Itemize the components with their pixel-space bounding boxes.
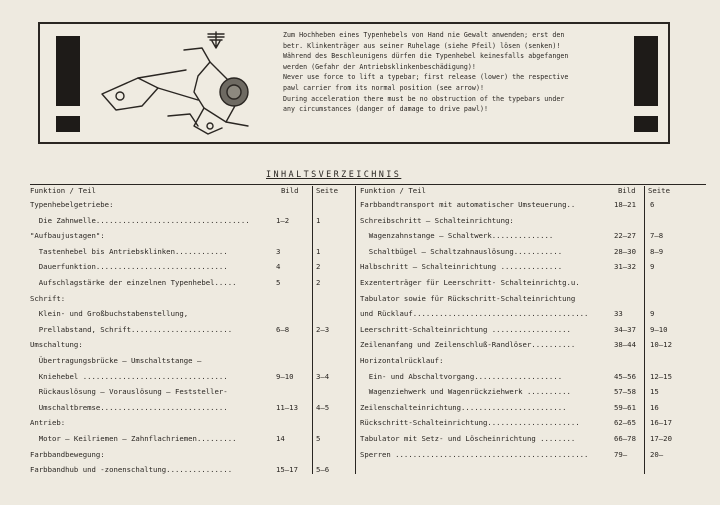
column-divider <box>355 186 356 474</box>
toc-header <box>360 184 706 197</box>
toc-entry-bild: 66–78 <box>614 434 636 443</box>
toc-entry-topic: Farbbandbewegung: <box>30 449 105 459</box>
exclamation-mark-icon <box>634 36 658 132</box>
toc-entry-bild: 31–32 <box>614 262 636 272</box>
toc-entry-bild: 33 <box>614 309 623 319</box>
toc-entry-topic: Sperren ............................................ <box>360 449 589 459</box>
toc-entry <box>360 354 706 367</box>
toc-entry-topic: Umschaltbremse............................. <box>30 402 228 412</box>
toc-entry-bild: 28–30 <box>614 246 636 256</box>
toc-entry-bild: 11–13 <box>276 402 298 412</box>
toc-entry-topic: Tabulator sowie für Rückschritt-Schalteinrichtung <box>360 293 576 303</box>
toc-entry-topic: Wagenzahnstange – Schaltwerk.............. <box>360 231 554 241</box>
toc-entry <box>30 385 346 398</box>
toc-entry-bild: 4 <box>276 262 281 272</box>
toc-entry-topic: Leerschritt-Schalteinrichtung .................. <box>360 324 571 334</box>
toc-entry <box>360 307 706 320</box>
toc-entry-seite: 5–6 <box>316 465 330 475</box>
toc-entry <box>30 338 346 351</box>
toc-entry-seite: 16 <box>650 402 659 412</box>
toc-entry-seite: 2 <box>316 262 321 272</box>
toc-entry <box>360 370 706 383</box>
toc-entry-seite: 2–3 <box>316 324 330 334</box>
warning-line: Zum Hochheben eines Typenhebels von Hand nie Gewalt anwenden; erst den <box>283 31 565 39</box>
warning-box <box>38 22 670 144</box>
toc-entry <box>360 385 706 398</box>
seite-header: Seite <box>648 186 670 195</box>
toc-entry-bild: 38–44 <box>614 340 636 350</box>
toc-entry <box>30 229 346 242</box>
toc-entry-topic: Zeilenschalteinrichtung........................ <box>360 402 567 412</box>
toc-entry-seite: 1 <box>316 215 321 225</box>
toc-entry-seite: 9 <box>650 309 655 319</box>
toc-entry-bild: 18–21 <box>614 200 636 209</box>
toc-entry-bild: 15–17 <box>276 465 298 475</box>
warning-line: Never use force to lift a typebar; first release (lower) the respective <box>283 73 569 82</box>
toc-entry-topic: Umschaltung: <box>30 340 83 350</box>
toc-entry-topic: "Aufbaujustagen": <box>30 231 105 241</box>
toc-entry-seite: 12–15 <box>650 371 672 381</box>
toc-entry-seite: 5 <box>316 434 321 443</box>
toc-entry-bild: 3 <box>276 246 281 256</box>
toc-entry <box>360 323 706 336</box>
toc-entry <box>360 401 706 414</box>
toc-entry <box>360 276 706 289</box>
toc-entry-seite: 8–9 <box>650 246 664 256</box>
toc-entry-bild: 79– <box>614 449 628 459</box>
toc-entry <box>30 448 346 461</box>
toc-entry <box>30 260 346 273</box>
toc-entry-seite: 2 <box>316 278 321 287</box>
toc-entry-topic: Tabulator mit Setz- und Löscheinrichtung ........ <box>360 434 576 443</box>
toc-entry-topic: Typenhebelgetriebe: <box>30 200 114 209</box>
toc-entry <box>30 198 346 211</box>
toc-entry <box>360 416 706 429</box>
toc-entry-bild: 22–27 <box>614 231 636 241</box>
toc-entry <box>360 260 706 273</box>
toc-entry <box>30 214 346 227</box>
toc-entry-topic: Exzenterträger für Leerschritt- Schalteinrichtg.u. <box>360 278 580 287</box>
toc-entry-topic: Die Zahnwelle................................... <box>30 215 250 225</box>
toc-entry-seite: 9 <box>650 262 655 272</box>
toc-entry <box>30 245 346 258</box>
toc-entry <box>30 307 346 320</box>
left-seite-divider <box>312 186 313 474</box>
toc-entry <box>360 448 706 461</box>
toc-entry-topic: Kniehebel ................................. <box>30 371 228 381</box>
toc-entry-topic: Schaltbügel – Schaltzahnauslösung........... <box>360 246 563 256</box>
toc-entry <box>360 338 706 351</box>
toc-header <box>30 184 346 197</box>
toc-entry-topic: Prellabstand, Schrift....................... <box>30 324 233 334</box>
toc-entry-topic: Farbbandhub und -zonenschaltung............... <box>30 465 233 475</box>
toc-entry-topic: Schreibschritt – Schalteinrichtung: <box>360 215 514 225</box>
toc-entry <box>360 229 706 242</box>
toc-entry-topic: Farbbandtransport mit automatischer Umsteuerung.. <box>360 200 576 209</box>
toc-entry-seite: 4–5 <box>316 402 330 412</box>
toc-entry-topic: Schrift: <box>30 293 66 303</box>
toc-entry-seite: 9–10 <box>650 324 668 334</box>
toc-entry-topic: Dauerfunktion.............................. <box>30 262 228 272</box>
toc-entry <box>30 276 346 289</box>
toc-entry <box>360 432 706 445</box>
toc-entry-topic: Aufschlagstärke der einzelnen Typenhebel..... <box>30 278 237 287</box>
toc-entry <box>30 292 346 305</box>
toc-entry <box>30 370 346 383</box>
topic-header: Funktion / Teil <box>360 186 426 195</box>
toc-entry <box>360 292 706 305</box>
toc-entry-topic: Motor – Keilriemen – Zahnflachriemen......... <box>30 434 237 443</box>
toc-entry-seite: 3–4 <box>316 371 330 381</box>
toc-entry-topic: Rückschritt-Schalteinrichtung..................... <box>360 418 580 428</box>
toc-entry-bild: 5 <box>276 278 281 287</box>
exclamation-mark-icon <box>56 36 80 132</box>
toc-entry-bild: 14 <box>276 434 285 443</box>
typebar-mechanism-diagram <box>98 30 258 140</box>
toc-entry-seite: 20– <box>650 449 664 459</box>
toc-entry-seite: 6 <box>650 200 655 209</box>
bild-header: Bild <box>618 186 636 195</box>
toc-entry-topic: Wagenziehwerk und Wagenrückziehwerk .......... <box>360 387 571 397</box>
right-seite-divider <box>644 186 645 474</box>
toc-entry-bild: 6–8 <box>276 324 290 334</box>
toc-entry-seite: 15 <box>650 387 659 397</box>
seite-header: Seite <box>316 186 338 195</box>
toc-entry-topic: Tastenhebel bis Antriebsklinken............ <box>30 246 228 256</box>
toc-entry-topic: Antrieb: <box>30 418 66 428</box>
warning-line: Während des Beschleunigens dürfen die Typenhebel keinesfalls abgefangen <box>283 52 569 61</box>
toc-entry <box>360 245 706 258</box>
toc-entry-topic: Horizontalrücklauf: <box>360 356 444 365</box>
toc-entry-topic: Klein- und Großbuchstabenstellung, <box>30 309 189 319</box>
toc-entry-topic: und Rücklauf........................................ <box>360 309 589 319</box>
toc-entry-seite: 1 <box>316 246 321 256</box>
toc-entry <box>30 354 346 367</box>
toc-entry <box>30 432 346 445</box>
toc-entry-topic: Zeilenanfang und Zeilenschluß-Randlöser.......... <box>360 340 576 350</box>
toc-entry-bild: 9–10 <box>276 371 294 381</box>
toc-entry-bild: 62–65 <box>614 418 636 428</box>
toc-title: INHALTSVERZEICHNIS <box>266 170 402 180</box>
bild-header: Bild <box>281 186 299 195</box>
topic-header: Funktion / Teil <box>30 186 96 195</box>
warning-line: werden (Gefahr der Antriebsklinkenbeschädigung)! <box>283 62 476 71</box>
toc-entry-bild: 45–56 <box>614 371 636 381</box>
toc-entry <box>360 198 706 211</box>
toc-entry <box>360 214 706 227</box>
warning-line: any circumstances (danger of damage to drive pawl)! <box>283 105 489 114</box>
toc-left-column <box>30 184 346 474</box>
toc-entry-topic: Rückauslösung – Vorauslösung – Feststeller- <box>30 387 228 397</box>
warning-line: betr. Klinkenträger aus seiner Ruhelage (siehe Pfeil) lösen (senken)! <box>283 41 561 50</box>
toc-entry <box>30 463 346 476</box>
toc-entry-topic: Halbschritt – Schalteinrichtung .............. <box>360 262 563 272</box>
toc-entry <box>30 416 346 429</box>
toc-entry-seite: 7–8 <box>650 231 664 241</box>
toc-entry-bild: 1–2 <box>276 215 290 225</box>
toc-top-rule <box>30 184 706 185</box>
toc-entry-bild: 34–37 <box>614 324 636 334</box>
toc-entry <box>30 401 346 414</box>
warning-text <box>283 30 623 115</box>
toc-entry-topic: Ein- und Abschaltvorgang.................... <box>360 371 563 381</box>
toc-entry-seite: 16–17 <box>650 418 672 428</box>
toc-entry-bild: 57–58 <box>614 387 636 397</box>
toc-entry-seite: 17–20 <box>650 434 672 443</box>
warning-line: During acceleration there must be no obstruction of the typebars under <box>283 94 565 103</box>
toc-right-column <box>360 184 706 474</box>
warning-line: pawl carrier from its normal position (see arrow)! <box>283 83 484 92</box>
toc-entry-topic: Übertragungsbrücke – Umschaltstange – <box>30 356 202 365</box>
toc-entry-seite: 10–12 <box>650 340 672 350</box>
toc-entry <box>30 323 346 336</box>
toc-entry-bild: 59–61 <box>614 402 636 412</box>
